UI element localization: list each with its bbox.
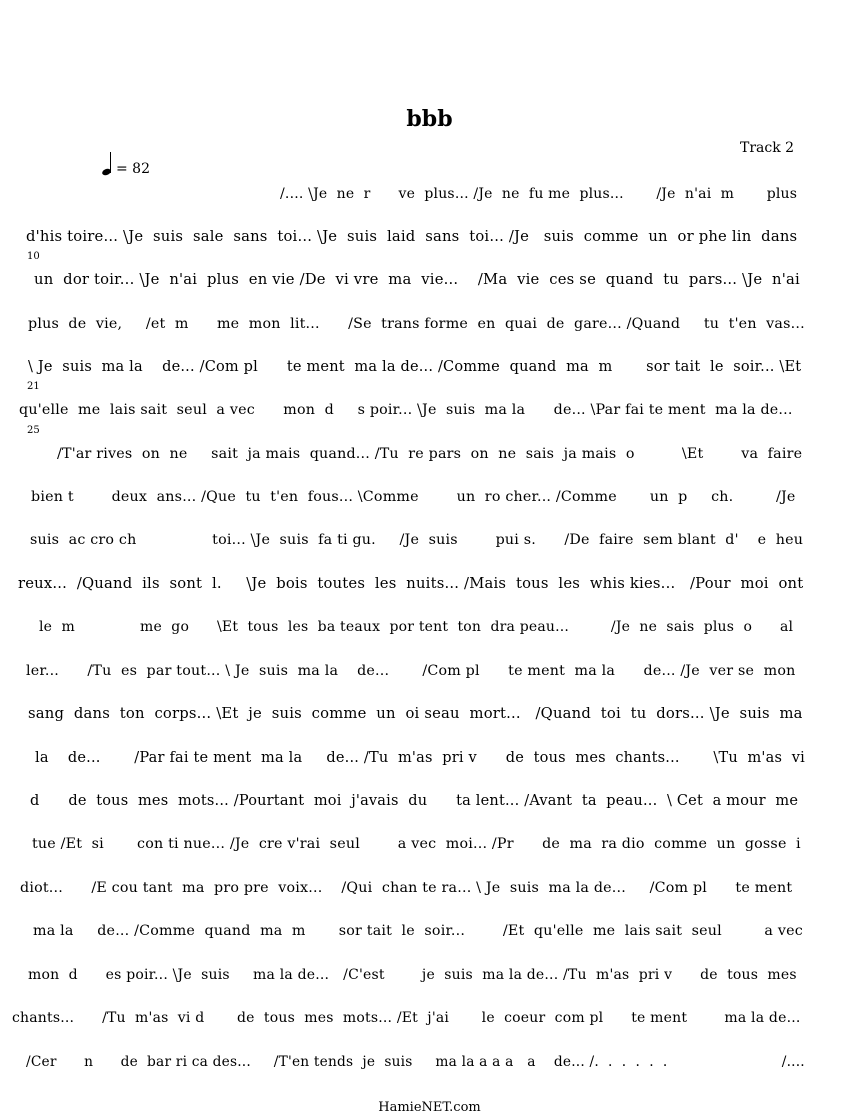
lyrics-line: diot... /E cou tant ma pro pre voix... /Qui chan te ra... \ Je suis ma la de... /Com pl te ment bbox=[20, 880, 793, 896]
lyrics-line: /.... \Je ne r ve plus... /Je ne fu me plus... /Je n'ai m plus bbox=[280, 186, 798, 202]
score-title: bbb bbox=[406, 106, 453, 132]
lyrics-line: qu'elle me lais sait seul a vec mon d s poir... \Je suis ma la de... \Par fai te ment ma la de... bbox=[19, 402, 793, 418]
lyrics-line: \ Je suis ma la de... /Com pl te ment ma la de... /Comme quand ma m sor tait le soir... \Et bbox=[28, 359, 802, 375]
lyrics-line: un dor toir... \Je n'ai plus en vie /De vi vre ma vie... /Ma vie ces se quand tu pars... \Je n'ai bbox=[34, 271, 800, 288]
lyrics-line: /Cer n de bar ri ca des... /T'en tends je suis ma la a a a a de... /. . . . . . /.... bbox=[26, 1054, 805, 1070]
tempo-marking bbox=[102, 152, 150, 178]
measure-number: 25 bbox=[27, 425, 40, 436]
quarter-note-icon bbox=[102, 152, 113, 178]
lyrics-line: reux... /Quand ils sont l. \Je bois toutes les nuits... /Mais tous les whis kies... /Pour moi ont bbox=[18, 575, 804, 592]
lyrics-line: mon d es poir... \Je suis ma la de... /C'est je suis ma la de... /Tu m'as pri v de tous mes bbox=[28, 967, 797, 983]
lyrics-line: plus de vie, /et m me mon lit... /Se trans forme en quai de gare... /Quand tu t'en vas... bbox=[28, 316, 805, 332]
lyrics-line: ma la de... /Comme quand ma m sor tait le soir... /Et qu'elle me lais sait seul a vec bbox=[33, 923, 803, 939]
measure-number: 21 bbox=[27, 381, 40, 392]
lyrics-line: la de... /Par fai te ment ma la de... /Tu m'as pri v de tous mes chants... \Tu m'as vi bbox=[35, 750, 805, 766]
lyrics-line: ler... /Tu es par tout... \ Je suis ma la de... /Com pl te ment ma la de... /Je ver se mon bbox=[26, 663, 796, 679]
lyrics-line: tue /Et si con ti nue... /Je cre v'rai seul a vec moi... /Pr de ma ra dio comme un gosse i bbox=[32, 836, 801, 852]
lyrics-line: suis ac cro ch toi... \Je suis fa ti gu. /Je suis pui s. /De faire sem blant d' e heu bbox=[30, 532, 804, 548]
lyrics-line: /T'ar rives on ne sait ja mais quand... /Tu re pars on ne sais ja mais o \Et va faire bbox=[57, 446, 803, 462]
footer-credit: HamieNET.com bbox=[378, 1100, 481, 1115]
lyrics-line: d de tous mes mots... /Pourtant moi j'avais du ta lent... /Avant ta peau... \ Cet a mour me bbox=[30, 793, 799, 809]
measure-number: 10 bbox=[27, 251, 40, 262]
lyrics-line: chants... /Tu m'as vi d de tous mes mots... /Et j'ai le coeur com pl te ment ma la de... bbox=[12, 1010, 801, 1026]
track-label: Track 2 bbox=[740, 140, 795, 156]
lyrics-line: sang dans ton corps... \Et je suis comme un oi seau mort... /Quand toi tu dors... \Je suis ma bbox=[28, 705, 803, 722]
lyrics-line: le m me go \Et tous les ba teaux por tent ton dra peau... /Je ne sais plus o al bbox=[39, 619, 794, 635]
tempo-value: = 82 bbox=[116, 161, 150, 177]
lyrics-line: bien t deux ans... /Que tu t'en fous... \Comme un ro cher... /Comme un p ch. /Je bbox=[31, 489, 796, 505]
lyrics-line: d'his toire... \Je suis sale sans toi... \Je suis laid sans toi... /Je suis comme un or phe lin dans bbox=[26, 228, 798, 245]
